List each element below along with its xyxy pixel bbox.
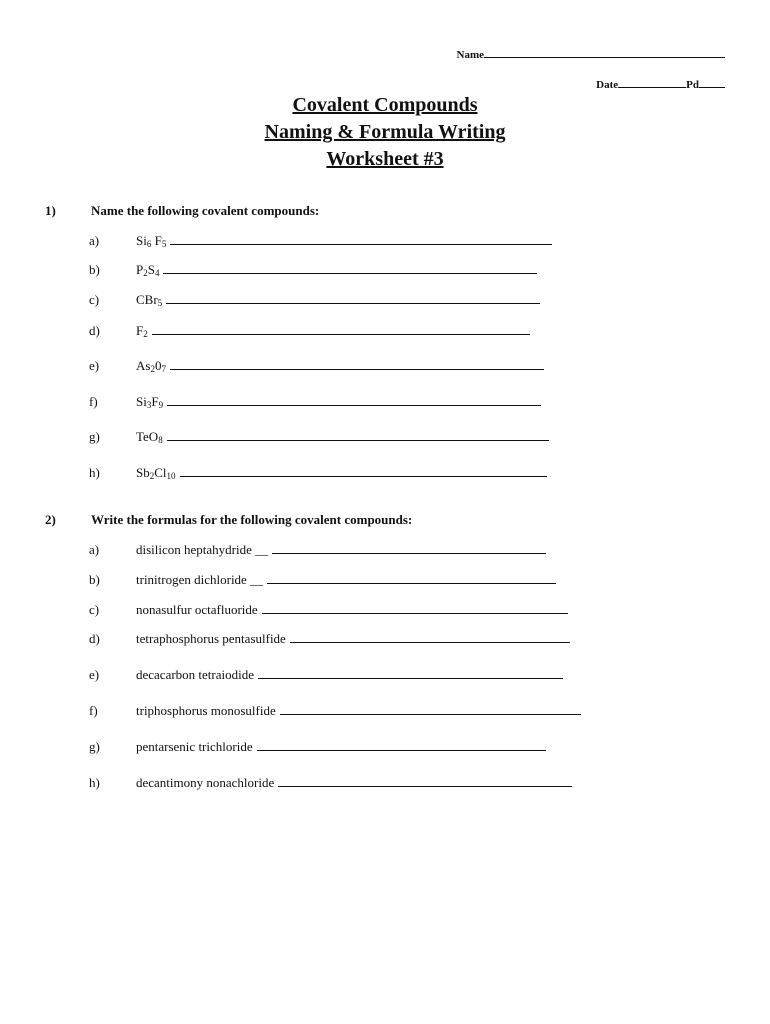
answer-blank[interactable] bbox=[278, 775, 572, 787]
date-blank[interactable] bbox=[618, 77, 686, 88]
answer-blank[interactable] bbox=[166, 292, 540, 304]
item-letter: c) bbox=[89, 602, 100, 617]
answer-blank[interactable] bbox=[290, 631, 570, 643]
compound-name: nonasulfur octafluoride bbox=[136, 602, 258, 617]
item-letter: a) bbox=[89, 233, 100, 248]
item-letter: b) bbox=[89, 572, 100, 587]
item-letter: g) bbox=[89, 429, 100, 444]
answer-blank[interactable] bbox=[152, 323, 530, 335]
item-content bbox=[136, 233, 552, 249]
date-label: Date bbox=[596, 79, 619, 91]
answer-blank[interactable] bbox=[258, 667, 563, 679]
answer-blank[interactable] bbox=[262, 602, 568, 614]
item-letter: e) bbox=[89, 667, 100, 682]
answer-blank[interactable] bbox=[170, 358, 544, 370]
item-letter: a) bbox=[89, 542, 100, 557]
item-content bbox=[136, 775, 572, 791]
item-content bbox=[136, 292, 540, 308]
period-label: Pd bbox=[686, 79, 699, 91]
item-content bbox=[136, 465, 547, 481]
item-content bbox=[136, 631, 570, 647]
answer-blank[interactable] bbox=[167, 429, 549, 441]
compound-name: triphosphorus monosulfide bbox=[136, 703, 276, 718]
date-period-fields[interactable] bbox=[596, 77, 725, 91]
answer-blank[interactable] bbox=[272, 542, 546, 554]
compound-name: tetraphosphorus pentasulfide bbox=[136, 631, 286, 646]
item-content bbox=[136, 739, 546, 755]
section-instruction: Name the following covalent compounds: bbox=[91, 203, 320, 218]
compound-name: decantimony nonachloride bbox=[136, 775, 275, 790]
item-content bbox=[136, 667, 563, 683]
formula: $Si_3F_9$ bbox=[136, 394, 164, 410]
item-letter: f) bbox=[89, 394, 98, 409]
formula: $As_20_7$ bbox=[136, 358, 166, 374]
item-content bbox=[136, 429, 549, 445]
name-field[interactable] bbox=[457, 47, 726, 61]
item-content bbox=[136, 358, 544, 374]
title-line-2: Naming & Formula Writing bbox=[264, 121, 506, 143]
item-letter: c) bbox=[89, 292, 100, 307]
name-label: Name bbox=[456, 49, 484, 61]
formula: TeO$_8$ bbox=[136, 429, 163, 445]
answer-blank[interactable] bbox=[257, 739, 546, 751]
item-content bbox=[136, 542, 546, 558]
compound-name: pentarsenic trichloride bbox=[136, 739, 253, 754]
item-letter: g) bbox=[89, 739, 100, 754]
item-content bbox=[136, 572, 556, 588]
formula: $F_2$ bbox=[136, 323, 148, 339]
item-content bbox=[136, 602, 568, 618]
answer-blank[interactable] bbox=[163, 262, 537, 274]
title-line-3: Worksheet #3 bbox=[326, 148, 444, 170]
item-letter: b) bbox=[89, 262, 100, 277]
item-letter: d) bbox=[89, 323, 100, 338]
answer-blank[interactable] bbox=[170, 233, 552, 245]
item-letter: f) bbox=[89, 703, 98, 718]
answer-blank[interactable] bbox=[180, 465, 547, 477]
name-blank[interactable] bbox=[484, 47, 725, 58]
formula: CBr$_5$ bbox=[136, 292, 163, 308]
compound-name: trinitrogen dichloride __ bbox=[136, 572, 264, 587]
item-content bbox=[136, 262, 537, 278]
answer-blank[interactable] bbox=[280, 703, 581, 715]
section-number: 1) bbox=[45, 203, 56, 218]
item-letter: e) bbox=[89, 358, 100, 373]
worksheet-title bbox=[0, 92, 770, 173]
answer-blank[interactable] bbox=[267, 572, 556, 584]
answer-blank[interactable] bbox=[167, 394, 541, 406]
formula: $Sb_2Cl_{10}$ bbox=[136, 465, 176, 481]
item-content bbox=[136, 703, 581, 719]
section-instruction: Write the formulas for the following covalent compounds: bbox=[91, 512, 413, 527]
title-line-1: Covalent Compounds bbox=[292, 94, 478, 116]
formula: $P_2S_4$ bbox=[136, 262, 160, 278]
formula: $Si_6$ $F_5$ bbox=[136, 233, 167, 249]
item-content bbox=[136, 394, 541, 410]
period-blank[interactable] bbox=[699, 77, 725, 88]
item-letter: h) bbox=[89, 775, 100, 790]
item-letter: d) bbox=[89, 631, 100, 646]
section-number: 2) bbox=[45, 512, 56, 527]
compound-name: decacarbon tetraiodide bbox=[136, 667, 255, 682]
item-content bbox=[136, 323, 530, 339]
compound-name: disilicon heptahydride __ bbox=[136, 542, 269, 557]
item-letter: h) bbox=[89, 465, 100, 480]
